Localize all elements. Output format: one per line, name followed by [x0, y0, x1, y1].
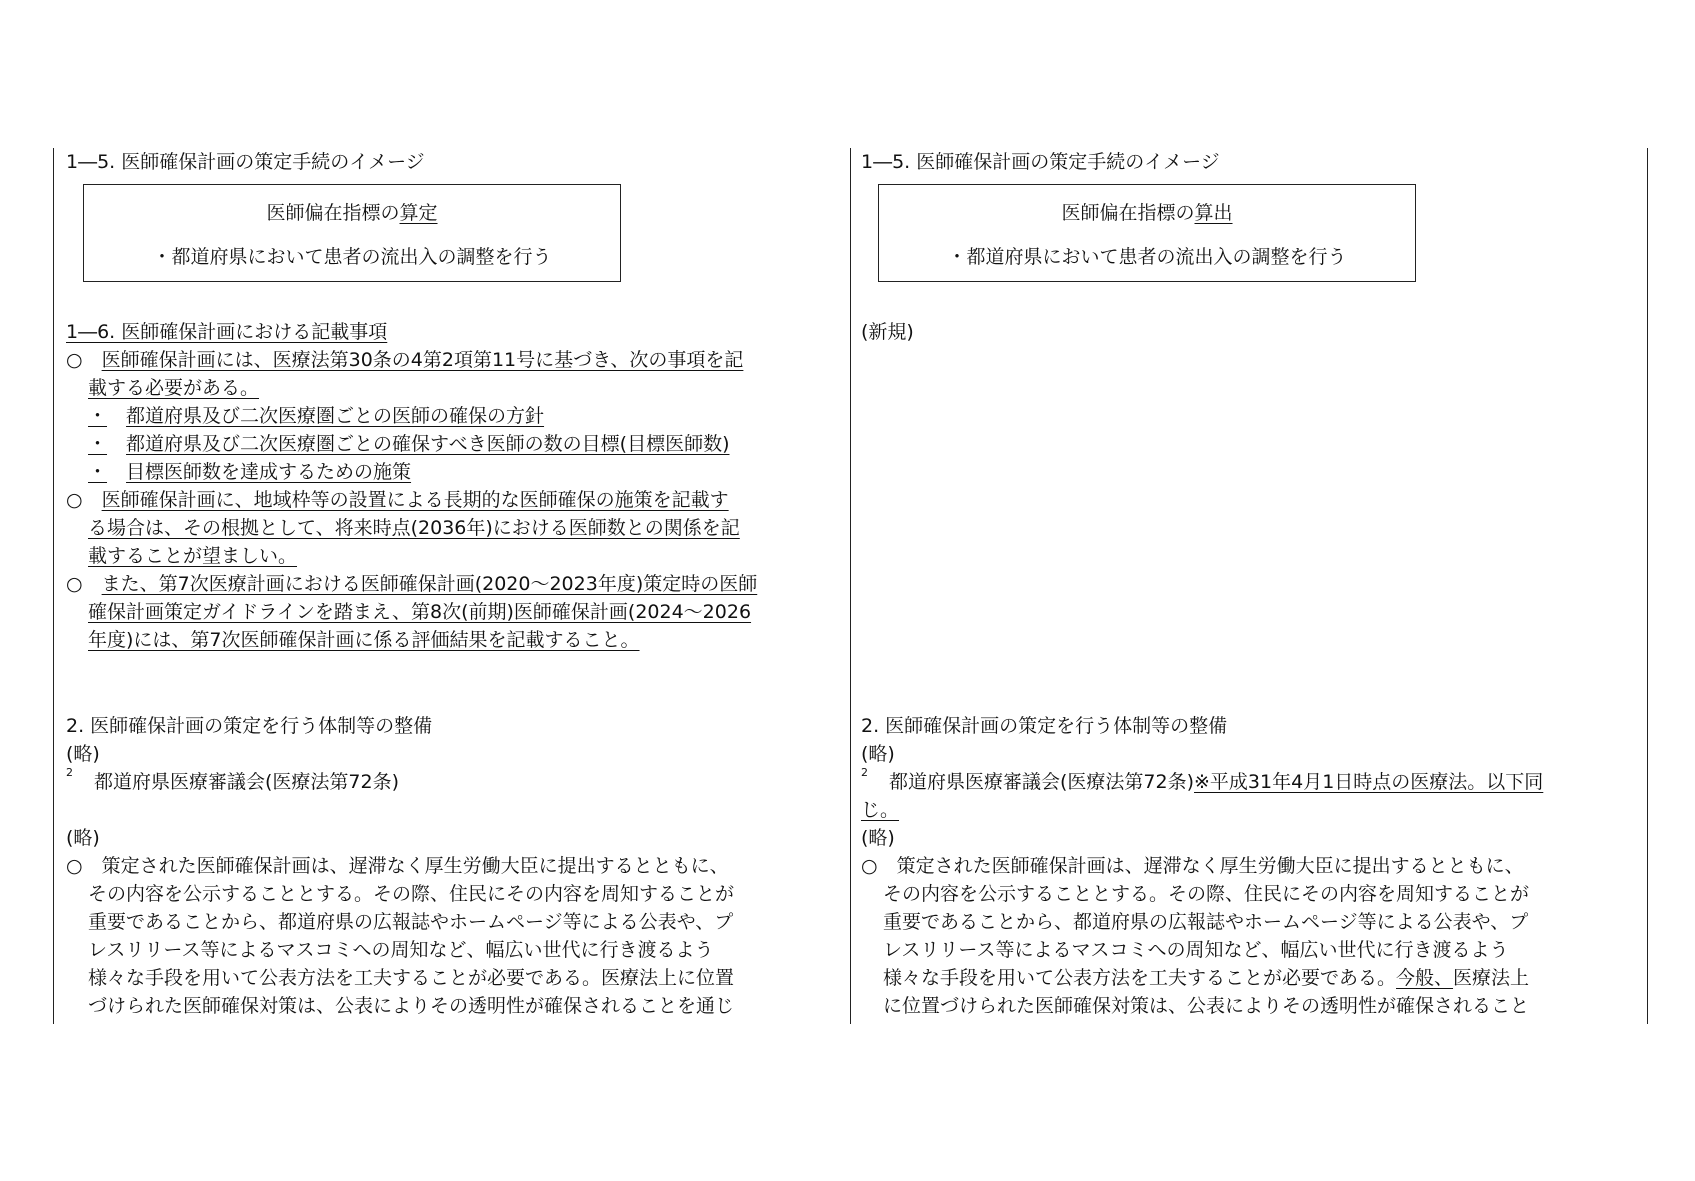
list-item-cont: 載することが望ましい。	[88, 545, 298, 567]
paragraph-line: 重要であることから、都道府県の広報誌やホームページ等による公表や、プ	[883, 911, 1529, 933]
paragraph-line: づけられた医師確保対策は、公表によりその透明性が確保されることを通じ	[88, 995, 735, 1017]
list-item: ・ 都道府県及び二次医療圏ごとの確保すべき医師の数の目標(目標医師数)	[88, 433, 730, 455]
omitted-label: (略)	[861, 827, 895, 849]
footnote-text: 都道府県医療審議会(医療法第72条)※平成31年4月1日時点の医療法。以下同	[889, 771, 1544, 793]
procedure-box	[878, 184, 1416, 282]
paragraph-line: に位置づけられた医師確保対策は、公表によりその透明性が確保されること	[883, 995, 1530, 1017]
right-border	[1647, 148, 1648, 1024]
footnote-text: 都道府県医療審議会(医療法第72条)	[94, 771, 400, 793]
section-heading-1-5: 1―5. 医師確保計画の策定手続のイメージ	[861, 151, 1220, 173]
paragraph-line: その内容を公示することとする。その際、住民にその内容を周知することが	[88, 883, 735, 905]
omitted-label: (略)	[66, 827, 100, 849]
list-item: ○ 医師確保計画には、医療法第30条の4第2項第11号に基づき、次の事項を記	[66, 349, 744, 371]
list-item-cont: 載する必要がある。	[88, 377, 260, 399]
box-bullet: ・都道府県において患者の流出入の調整を行う	[947, 246, 1347, 268]
left-border	[53, 148, 54, 1024]
new-label: (新規)	[861, 321, 914, 343]
section-heading-1-6: 1―6. 医師確保計画における記載事項	[66, 321, 388, 343]
paragraph-line: 様々な手段を用いて公表方法を工夫することが必要である。今般、医療法上	[883, 967, 1530, 989]
box-title: 医師偏在指標の算定	[266, 202, 438, 224]
paragraph-line: レスリリース等によるマスコミへの周知など、幅広い世代に行き渡るよう	[88, 939, 714, 961]
list-item: ・ 都道府県及び二次医療圏ごとの医師の確保の方針	[88, 405, 545, 427]
omitted-label: (略)	[66, 743, 100, 765]
omitted-label: (略)	[861, 743, 895, 765]
footnote-number: 2	[861, 766, 868, 779]
paragraph-line: ○ 策定された医師確保計画は、遅滞なく厚生労働大臣に提出するとともに、	[66, 855, 729, 877]
list-item-cont: 確保計画策定ガイドラインを踏まえ、第8次(前期)医師確保計画(2024～2026	[88, 601, 752, 623]
section-heading-2: 2. 医師確保計画の策定を行う体制等の整備	[66, 715, 433, 737]
box-title: 医師偏在指標の算出	[1061, 202, 1233, 224]
section-heading-1-5: 1―5. 医師確保計画の策定手続のイメージ	[66, 151, 425, 173]
paragraph-line: その内容を公示することとする。その際、住民にその内容を周知することが	[883, 883, 1530, 905]
paragraph-line: 様々な手段を用いて公表方法を工夫することが必要である。医療法上に位置	[88, 967, 735, 989]
box-bullet: ・都道府県において患者の流出入の調整を行う	[152, 246, 552, 268]
footnote-number: 2	[66, 766, 73, 779]
list-item: ○ また、第7次医療計画における医師確保計画(2020～2023年度)策定時の医師	[66, 573, 758, 595]
section-heading-2: 2. 医師確保計画の策定を行う体制等の整備	[861, 715, 1228, 737]
footnote-text-cont: じ。	[861, 799, 900, 821]
list-item-cont: 年度)には、第7次医師確保計画に係る評価結果を記載すること。	[88, 629, 640, 651]
list-item-cont: る場合は、その根拠として、将来時点(2036年)における医師数との関係を記	[88, 517, 740, 539]
paragraph-line: レスリリース等によるマスコミへの周知など、幅広い世代に行き渡るよう	[883, 939, 1509, 961]
paragraph-line: ○ 策定された医師確保計画は、遅滞なく厚生労働大臣に提出するとともに、	[861, 855, 1524, 877]
list-item: ・ 目標医師数を達成するための施策	[88, 461, 412, 483]
center-divider	[850, 148, 851, 1024]
paragraph-line: 重要であることから、都道府県の広報誌やホームページ等による公表や、プ	[88, 911, 734, 933]
list-item: ○ 医師確保計画に、地域枠等の設置による長期的な医師確保の施策を記載す	[66, 489, 729, 511]
procedure-box	[83, 184, 621, 282]
